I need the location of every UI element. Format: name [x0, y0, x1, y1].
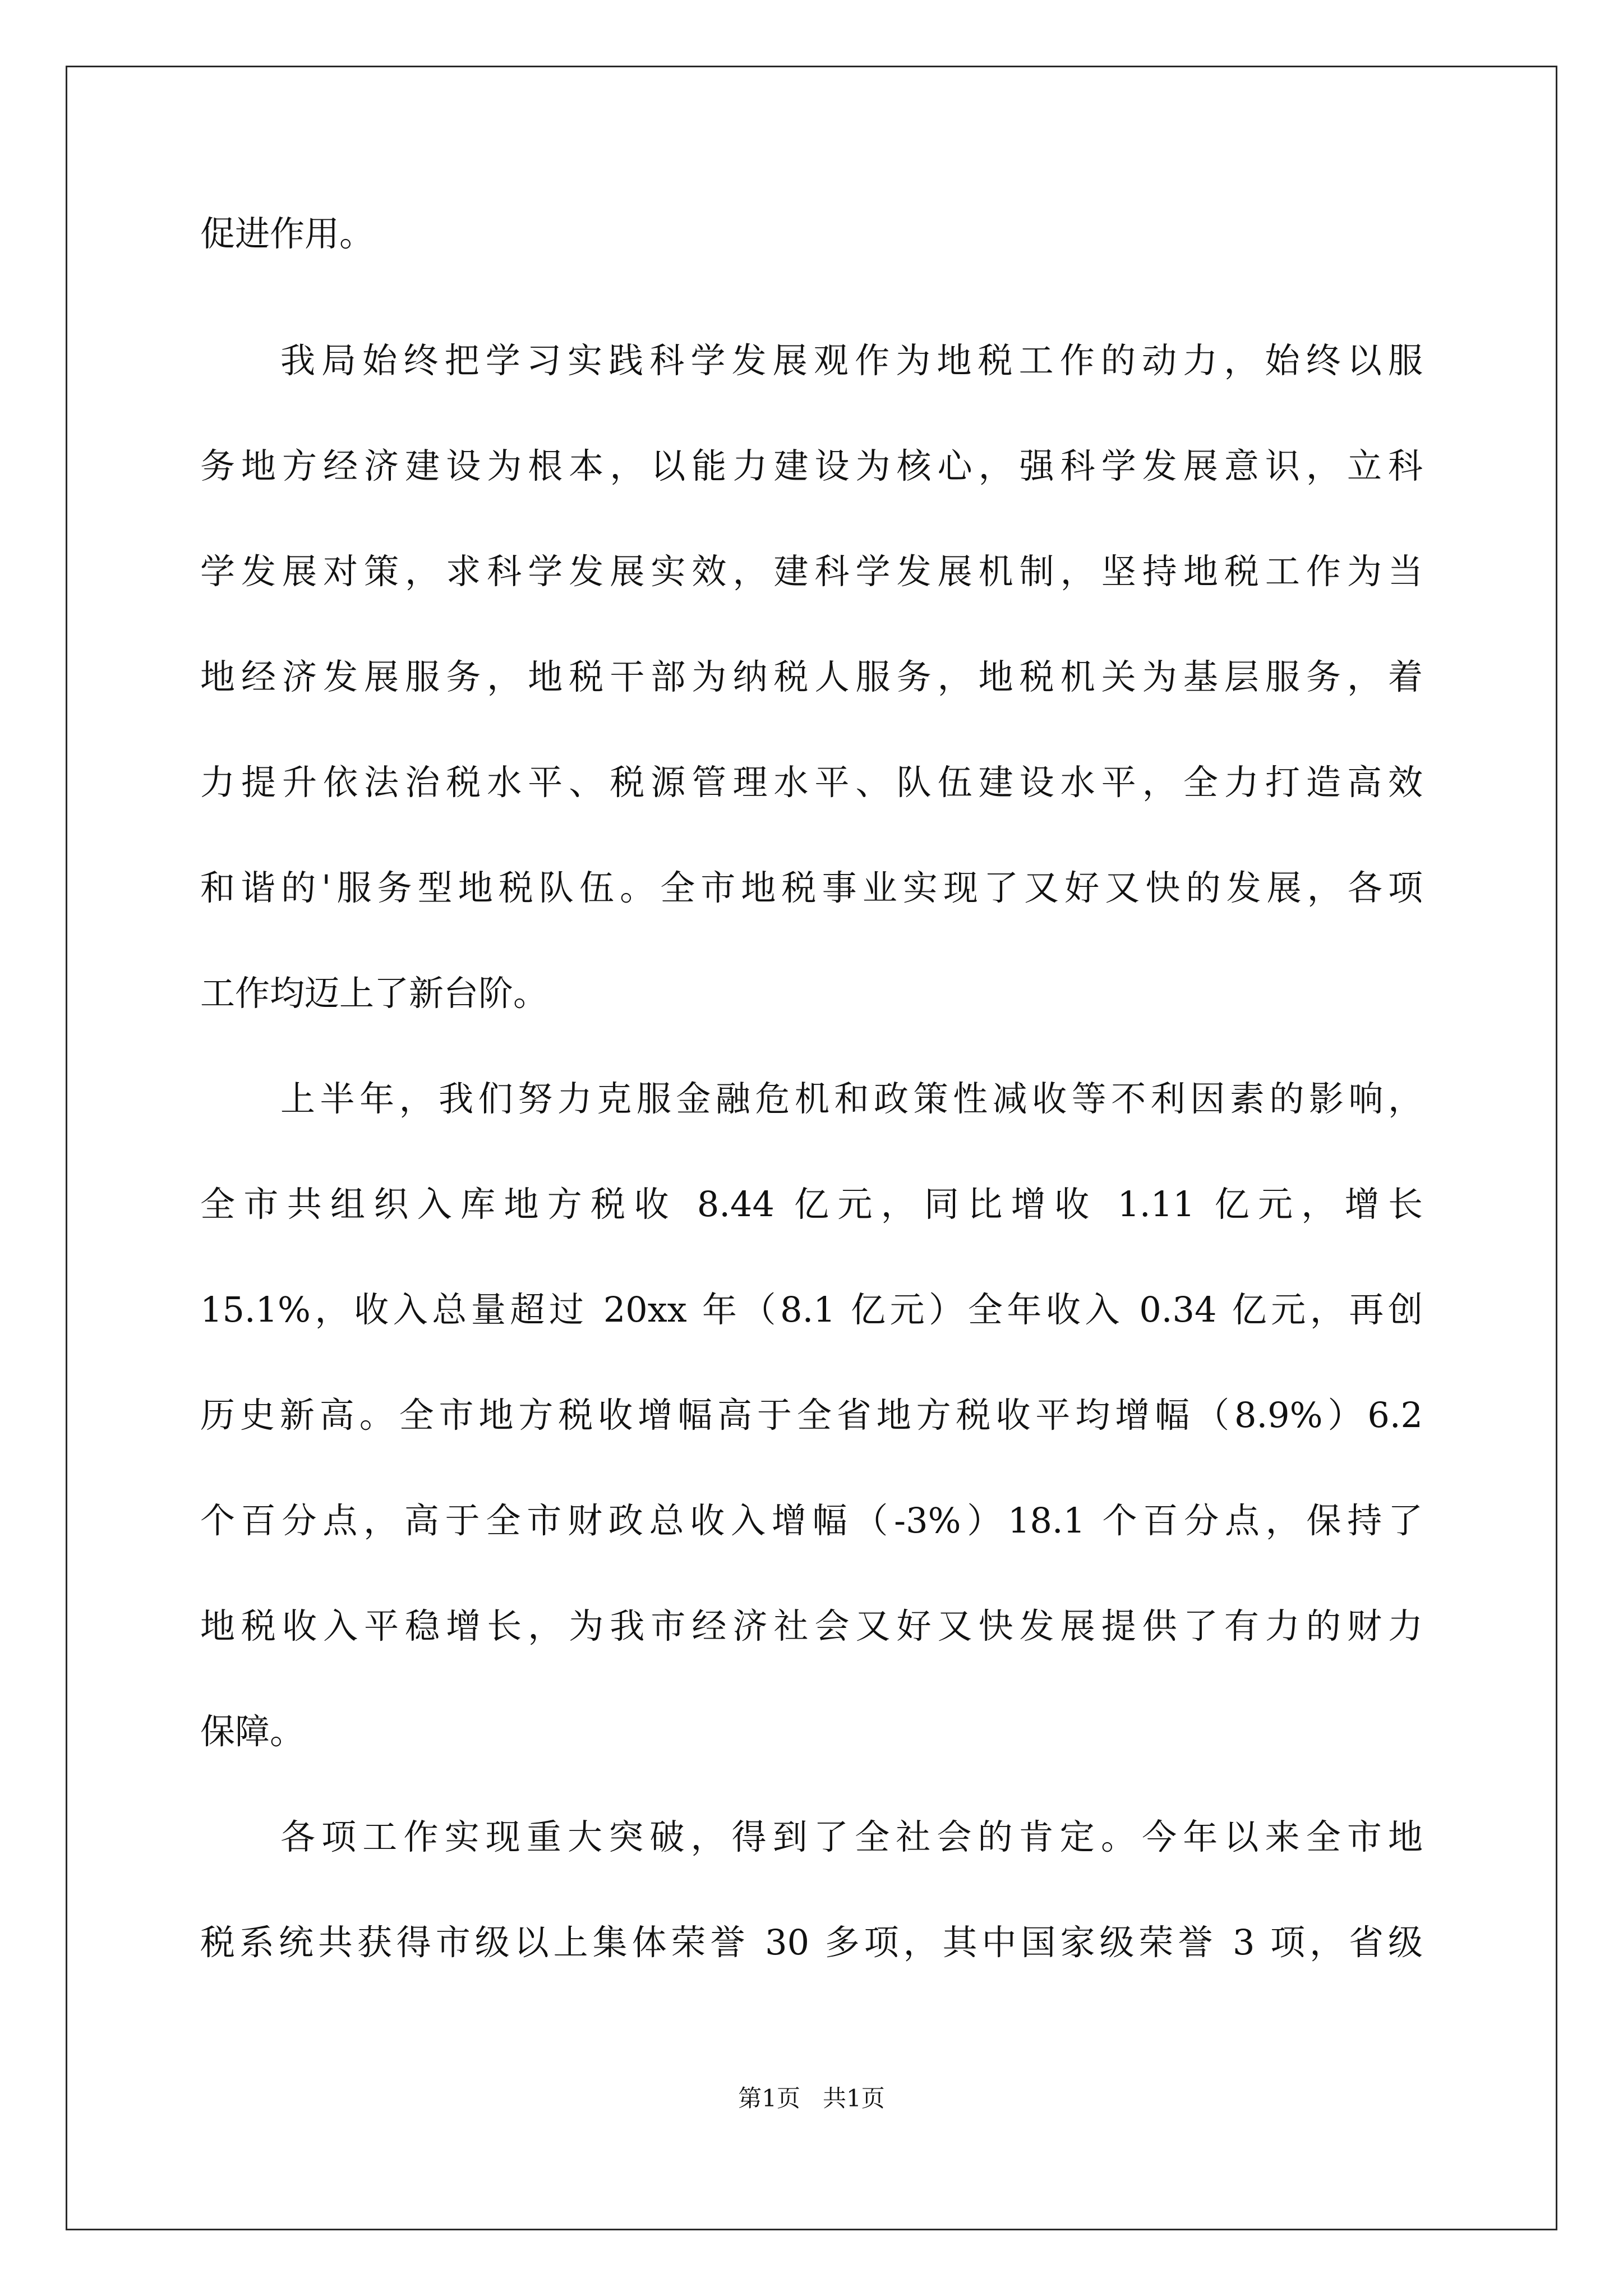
text-line: 工作均迈上了新台阶。 [200, 973, 548, 1014]
text-line: 税系统共获得市级以上集体荣誉 30 多项，其中国家级荣誉 3 项，省级 [200, 1922, 1423, 1963]
page-border [66, 66, 1557, 2230]
text-line: 保障。 [200, 1711, 305, 1752]
text-line: 和谐的'服务型地税队伍。全市地税事业实现了又好又快的发展，各项 [200, 867, 1423, 908]
text-line: 力提升依法治税水平、税源管理水平、队伍建设水平，全力打造高效 [200, 762, 1423, 803]
text-line: 地经济发展服务，地税干部为纳税人服务，地税机关为基层服务，着 [200, 656, 1423, 697]
text-line: 上半年，我们努力克服金融危机和政策性减收等不利因素的影响， [280, 1078, 1423, 1119]
text-line: 各项工作实现重大突破，得到了全社会的肯定。今年以来全市地 [280, 1816, 1423, 1857]
text-line: 历史新高。全市地方税收增幅高于全省地方税收平均增幅（8.9%）6.2 [200, 1395, 1423, 1435]
text-line: 促进作用。 [200, 213, 375, 254]
page-footer: 第1页 共1页 [738, 2085, 885, 2112]
text-line: 地税收入平稳增长，为我市经济社会又好又快发展提供了有力的财力 [200, 1605, 1423, 1646]
text-line: 务地方经济建设为根本，以能力建设为核心，强科学发展意识，立科 [200, 445, 1423, 486]
text-line: 15.1%，收入总量超过 20xx 年（8.1 亿元）全年收入 0.34 亿元，再创 [200, 1289, 1423, 1330]
text-line: 我局始终把学习实践科学发展观作为地税工作的动力，始终以服 [280, 340, 1423, 381]
text-line: 个百分点，高于全市财政总收入增幅（-3%）18.1 个百分点，保持了 [200, 1500, 1423, 1541]
text-line: 全市共组织入库地方税收 8.44 亿元，同比增收 1.11 亿元，增长 [200, 1184, 1423, 1225]
text-line: 学发展对策，求科学发展实效，建科学发展机制，坚持地税工作为当 [200, 551, 1423, 592]
